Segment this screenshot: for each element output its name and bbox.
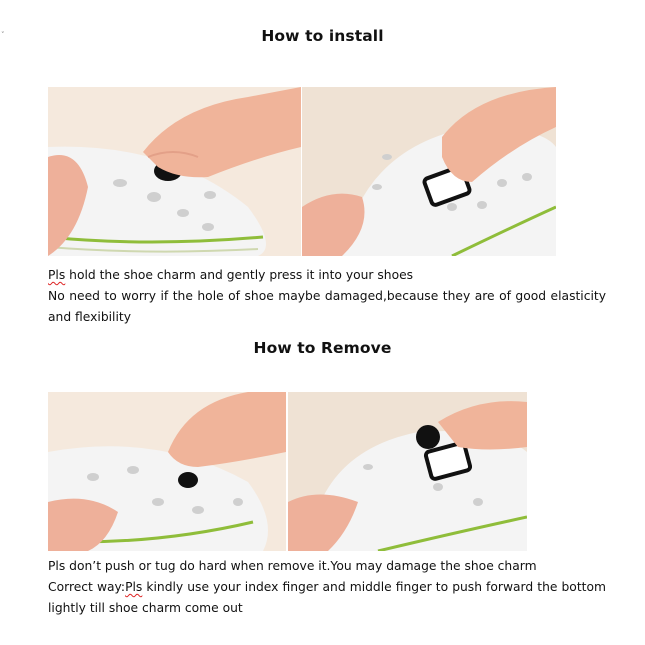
install-heading: How to install — [261, 27, 384, 45]
install-line-1-prefix: Pls — [48, 268, 66, 282]
install-photo-1 — [48, 87, 301, 256]
install-photo-2 — [302, 87, 556, 256]
remove-line-2-prefix: Correct way: — [48, 580, 126, 594]
install-line-1 — [48, 265, 606, 286]
remove-line-2-squiggle: Pls — [125, 580, 143, 594]
install-instructions — [48, 265, 606, 328]
remove-line-2 — [48, 577, 606, 619]
remove-instructions — [48, 556, 606, 619]
remove-line-2-rest: kindly use your index finger and middle finger to push forward the bottom lightly till shoe charm come out — [48, 580, 606, 615]
remove-line-1 — [48, 556, 606, 577]
install-line-2: No need to worry if the hole of shoe maybe damaged,because they are of good elasticity and flexibility — [48, 289, 606, 324]
install-line-1-rest: hold the shoe charm and gently press it into your shoes — [65, 268, 414, 282]
remove-photo-2 — [288, 392, 527, 551]
remove-photo-1 — [48, 392, 286, 551]
remove-line-1-rest: don’t push or tug do hard when remove it.You may damage the shoe charm — [65, 559, 537, 573]
corner-mark: ˅ — [1, 31, 5, 39]
remove-line-1-prefix: Pls — [48, 559, 66, 573]
remove-heading: How to Remove — [253, 339, 392, 357]
